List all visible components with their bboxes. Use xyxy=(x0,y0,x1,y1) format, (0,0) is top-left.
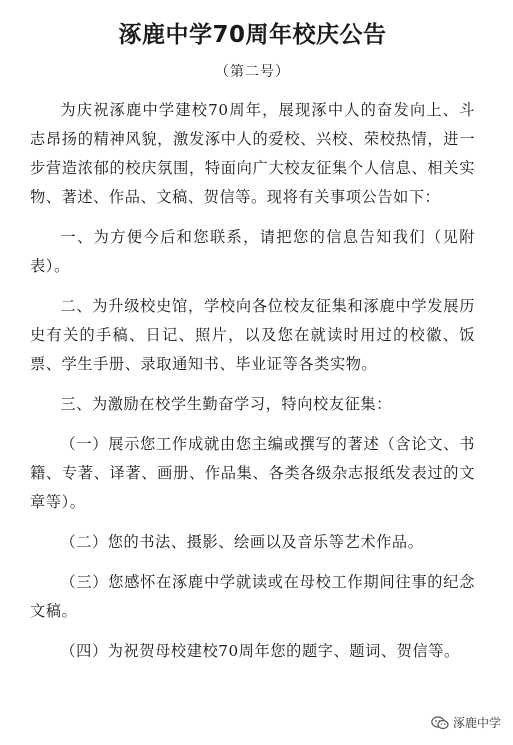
paragraph-sub-4: （四）为祝贺母校建校70周年您的题字、题词、贺信等。 xyxy=(60,642,460,660)
paragraph-sub-1: （一）展示您工作成就由您主编或撰写的著述（含论文、书籍、专著、译著、画册、作品集、各类各级杂志报纸发表过的文章等）。 xyxy=(30,435,475,511)
paragraph-item-3: 三、为激励在校学生勤奋学习，特向校友征集： xyxy=(60,395,392,413)
wechat-icon xyxy=(431,716,449,730)
paragraph-intro: 为庆祝涿鹿中学建校70周年，展现涿中人的奋发向上、斗志昂扬的精神风貌，激发涿中人的爱校、兴校、荣校热情，进一步营造浓郁的校庆氛围，特面向广大校友征集个人信息、相关实物、著述、作品、文稿、贺信等。现将有关事项公告如下： xyxy=(30,101,475,206)
document-title: 涿鹿中学70周年校庆公告 xyxy=(118,22,387,48)
paragraph-item-1: 一、为方便今后和您联系，请把您的信息告知我们（见附表）。 xyxy=(30,228,475,275)
wechat-watermark xyxy=(431,714,501,731)
paragraph-sub-2: （二）您的书法、摄影、绘画以及音乐等艺术作品。 xyxy=(60,533,424,551)
paragraph-sub-3: （三）您感怀在涿鹿中学就读或在母校工作期间往事的纪念文稿。 xyxy=(30,573,475,620)
watermark-text: 涿鹿中学 xyxy=(452,716,501,730)
document-body xyxy=(30,96,475,666)
paragraph-item-2: 二、为升级校史馆，学校向各位校友征集和涿鹿中学发展历史有关的手稿、日记、照片，以及您在就读时用过的校徽、饭票、学生手册、录取通知书、毕业证等各类实物。 xyxy=(30,297,475,373)
document-subtitle: （第二号） xyxy=(215,64,290,80)
